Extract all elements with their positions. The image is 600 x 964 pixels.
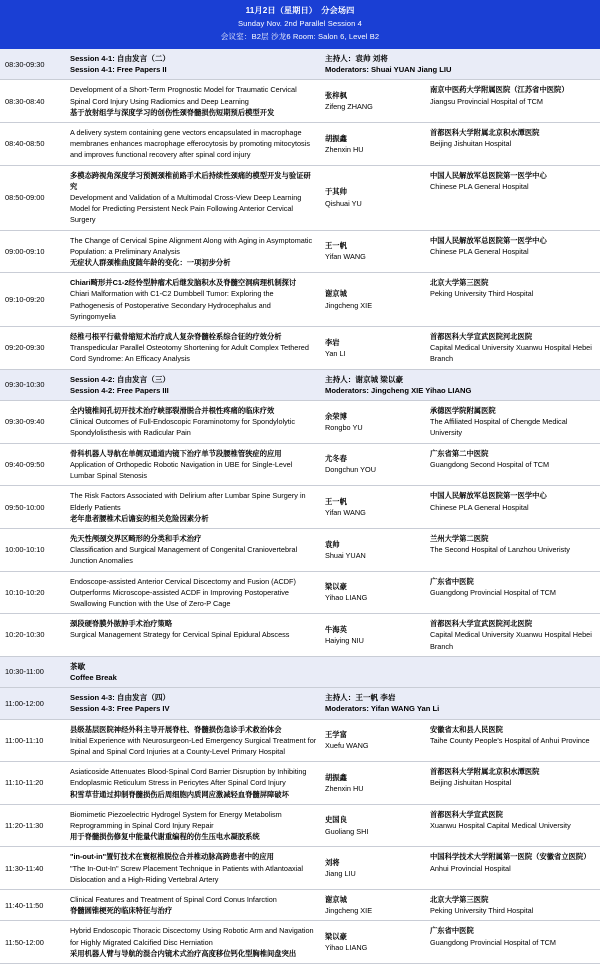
row-time: 11:50-12:00 [5,937,44,947]
row-title [70,925,325,959]
speaker-name-zh: 张梓枫 [325,91,347,100]
talk-title-zh: 采用机器人臂与导航的混合内镜术式治疗高度移位钙化型胸椎间盘突出 [70,948,297,958]
speaker-name-en: Xuefu WANG [325,741,369,751]
speaker-name-zh: 谢京城 [325,894,347,904]
speaker-name-en: Rongbo YU [325,422,363,432]
row-title [70,127,325,161]
session-title-en: Session 4-2: Free Papers III [70,385,169,395]
talk-title-en: Transpedicular Parallel Osteotomy Shortening for Adult Complex Tethered Cord Syndrome: An Efficacy Analysis [70,343,309,364]
talk-title-en: Chiari Malformation with C1-C2 Dumbbell Tumor: Exploring the Pathogenesis of Postoperative Secondary Hydrocephalus and Syringomyelia [70,289,274,321]
affiliation-en: Capital Medical University Xuanwu Hospital Hebei Branch [430,343,592,364]
speaker-name-zh: 牛海英 [325,624,347,634]
affiliation [430,331,600,365]
session-title-en: Session 4-1: Free Papers II [70,65,167,75]
talk-title-en: Clinical Features and Treatment of Spinal Cord Conus Infarction [70,894,277,904]
speaker-name-en: Jiang LIU [325,869,356,879]
affiliation [430,127,600,149]
row-time: 10:10-10:20 [5,587,45,597]
table-row [0,720,600,763]
affiliation-zh: 中国人民解放军总医院第一医学中心 [430,235,547,245]
table-row [0,529,600,572]
talk-title-en: Surgical Management Strategy for Cervical Spinal Epidural Abscess [70,630,290,640]
talk-title-en: Hybrid Endoscopic Thoracic Discectomy Using Robotic Arm and Navigation for Highly Migrated Calcified Disc Herniation [70,926,314,947]
row-title [70,374,325,396]
talk-title-en: Development of a Short-Term Prognostic Model for Traumatic Cervical Spinal Cord Injury Using Radiomics and Deep Learning [70,85,297,106]
header-date-en: Sunday Nov. 2nd Parallel Session 4 [238,19,362,28]
talk-title-en: Asiaticoside Attenuates Blood-Spinal Cord Barrier Disruption by Inhibiting Endoplasmic Reticulum Stress in Pericytes After Spinal Cord Injury [70,767,307,788]
header-date-zh: 11月2日（星期日） 分会场四 [245,6,355,15]
talk-title-en: Initial Experience with Neurosurgeon-Led Emergency Surgical Treatment for Spinal and Spinal Cord Injuries at a County-Level Primary Hospital [70,735,317,756]
talk-title-zh: 脊髓圆锥梗死的临床特征与治疗 [70,906,173,916]
speaker-name-en: Yihao LIANG [325,593,368,603]
affiliation [430,618,600,652]
row-time: 09:50-10:00 [5,502,45,512]
session-moderators [325,53,595,75]
affiliation [430,405,600,439]
affiliation-zh: 首都医科大学宣武医院河北医院 [430,619,533,629]
row-time: 09:00-09:10 [5,246,45,256]
speaker-name-zh: 刘将 [325,857,340,867]
row-title [70,235,325,269]
table-row [0,805,600,848]
speaker-name-en: Yihao LIANG [325,943,368,953]
talk-title-zh: 先天性颅颈交界区畸形的分类和手术治疗 [70,533,202,543]
affiliation [430,490,600,512]
talk-title-zh: 基于放射组学与深度学习的创伤性颈脊髓损伤短期预后模型开发 [70,107,275,117]
affiliation-zh: 广东省中医院 [430,926,474,936]
row-title [70,618,325,640]
talk-title-zh: 骨科机器人导航在单侧双通道内镜下治疗单节段腰椎管狭症的应用 [70,448,282,458]
speaker-name [325,894,430,916]
row-title [70,724,325,758]
speaker-name-en: Guoliang SHI [325,826,369,836]
speaker-name-zh: 史国良 [325,815,347,825]
affiliation-zh: 首都医科大学附属北京积水潭医院 [430,767,540,777]
row-title [70,277,325,322]
speaker-name [325,624,430,646]
header-room: 会议室：B2层 沙龙6 Room: Salon 6, Level B2 [220,32,380,41]
affiliation [430,851,600,873]
speaker-name [325,411,430,433]
row-title [70,661,325,683]
session-header-row [0,688,600,719]
session-title-zh: Session 4-2: 自由发言（三） [70,374,171,384]
row-time: 11:00-11:10 [5,735,44,745]
affiliation [430,448,600,470]
row-title [70,170,325,226]
talk-title-zh: 县级基层医院神经外科主导开展脊柱、脊髓损伤急诊手术救治体会 [70,724,282,734]
affiliation-zh: 中国人民解放军总医院第一医学中心 [430,170,547,180]
affiliation [430,84,600,106]
speaker-name-zh: 胡振鑫 [325,133,347,143]
row-time: 09:30-09:40 [5,417,45,427]
affiliation-zh: 北京大学第三医院 [430,894,489,904]
row-time: 09:20-09:30 [5,343,45,353]
row-time: 08:50-09:00 [5,193,45,203]
session-moderators [325,374,595,396]
row-title [70,490,325,524]
affiliation [430,235,600,257]
talk-title-en: Application of Orthopedic Robotic Navigation in UBE for Single-Level Lumbar Spinal Stenosis [70,459,293,481]
affiliation-en: Chinese PLA General Hospital [430,502,529,512]
speaker-name [325,496,430,518]
speaker-name [325,814,430,836]
affiliation-en: The Second Hospital of Lanzhou Univeristy [430,545,570,555]
table-row [0,231,600,274]
table-row [0,890,600,921]
row-time: 11:20-11:30 [5,821,44,831]
session-title-zh: Session 4-1: 自由发言（二） [70,54,171,63]
row-time: 11:40-11:50 [5,900,44,910]
table-row [0,572,600,615]
break-title-en: Coffee Break [70,672,117,682]
moderators-en: Moderators: Shuai YUAN Jiang LIU [325,65,452,75]
page-header [0,0,600,49]
affiliation [430,925,600,947]
speaker-name [325,539,430,561]
table-row [0,444,600,487]
schedule-rows [0,49,600,964]
speaker-name-en: Qishuai YU [325,198,362,208]
table-row [0,273,600,327]
row-title [70,894,325,916]
affiliation-zh: 首都医科大学附属北京积水潭医院 [430,128,540,138]
speaker-name-zh: 余荣博 [325,411,347,421]
affiliation-en: Xuanwu Hospital Capital Medical University [430,820,571,830]
row-time: 09:40-09:50 [5,459,45,469]
affiliation-zh: 安徽省太和县人民医院 [430,724,503,734]
session-title-zh: Session 4-3: 自由发言（四） [70,693,171,703]
affiliation [430,576,600,598]
affiliation-en: Capital Medical University Xuanwu Hospital Hebei Branch [430,630,592,651]
row-time: 11:30-11:40 [5,863,44,873]
row-title [70,692,325,714]
speaker-name [325,581,430,603]
affiliation [430,277,600,299]
speaker-name-zh: 袁帅 [325,539,340,549]
affiliation-en: Guangdong Provincial Hospital of TCM [430,937,557,947]
row-time: 09:10-09:20 [5,295,45,305]
speaker-name-zh: 李岩 [325,337,340,347]
speaker-name-en: Yifan WANG [325,508,366,518]
session-title-en: Session 4-3: Free Papers IV [70,704,170,714]
break-title-zh: 茶歇 [70,661,86,671]
speaker-name [325,772,430,794]
speaker-name [325,240,430,262]
table-row [0,847,600,890]
speaker-name [325,186,430,208]
session-moderators [325,692,595,714]
row-title [70,576,325,610]
speaker-name-en: Dongchun YOU [325,465,376,475]
affiliation [430,724,600,746]
affiliation-en: Taihe County People's Hospital of Anhui Province [430,735,590,745]
talk-title-zh: 全内镜椎间孔切开技术治疗峡部裂滑脱合并根性疼痛的临床疗效 [70,406,275,416]
row-title [70,809,325,843]
talk-title-en: Biomimetic Piezoelectric Hydrogel System for Energy Metabolism Reprogramming in Spinal Cord Injury Repair [70,809,282,830]
row-time: 08:40-08:50 [5,139,45,149]
affiliation-en: Chinese PLA General Hospital [430,181,529,191]
speaker-name-en: Haiying NIU [325,635,364,645]
row-time: 11:10-11:20 [5,778,44,788]
affiliation-zh: 广东省第二中医院 [430,448,489,458]
speaker-name-zh: 王学富 [325,730,347,740]
speaker-name-en: Zifeng ZHANG [325,102,373,112]
moderators-zh: 主持人：袁帅 刘将 [325,54,388,63]
speaker-name-en: Yifan WANG [325,252,366,262]
talk-title-zh: 无症状人群颈椎曲度随年龄的变化：一项初步分析 [70,258,231,268]
affiliation-zh: 首都医科大学宣武医院 [430,809,503,819]
speaker-name-en: Jingcheng XIE [325,906,373,916]
affiliation-en: Chinese PLA General Hospital [430,246,529,256]
talk-title-en: "The In-Out-In" Screw Placement Technique in Patients with Atlantoaxial Dislocation and a High-Riding Vertebral Artery [70,863,303,884]
speaker-name-zh: 谢京城 [325,289,347,299]
talk-title-en: Clinical Outcomes of Full-Endoscopic Foraminotomy for Spondylolytic Spondylolisthesis with Radicular Pain [70,417,296,438]
row-title [70,448,325,482]
affiliation-en: Guangdong Provincial Hospital of TCM [430,587,557,597]
speaker-name-zh: 于其帅 [325,187,347,197]
affiliation-zh: 首都医科大学宣武医院河北医院 [430,332,533,342]
affiliation-zh: 广东省中医院 [430,576,474,586]
row-time: 10:00-10:10 [5,545,45,555]
table-row [0,762,600,805]
speaker-name [325,931,430,953]
talk-title-en: A delivery system containing gene vectors encapsulated in macrophage membranes enhances macrophage efferocytosis by promoting mitocytosis and improves functional recovery after spinal cord injury [70,128,310,160]
affiliation-en: Anhui Provincial Hospital [430,863,511,873]
talk-title-zh: 经椎弓根平行截骨缩短术治疗成人复杂脊髓栓系综合征的疗效分析 [70,332,282,342]
affiliation [430,170,600,192]
break-row [0,657,600,688]
affiliation-en: Beijing Jishuitan Hospital [430,778,512,788]
moderators-en: Moderators: Yifan WANG Yan Li [325,704,440,714]
speaker-name-zh: 尤冬春 [325,454,347,464]
row-time: 10:30-11:00 [5,667,44,677]
affiliation-zh: 南京中医药大学附属医院（江苏省中医院） [430,85,569,95]
talk-title-en: The Risk Factors Associated with Delirium after Lumbar Spine Surgery in Elderly Patients [70,491,306,512]
affiliation-zh: 中国人民解放军总医院第一医学中心 [430,491,547,501]
row-time: 11:00-12:00 [5,698,44,708]
affiliation [430,533,600,555]
talk-title-en: Development and Validation of a Multimodal Cross-View Deep Learning Model for Predicting Persistent Neck Pain Following Anterior Cervical Surgery [70,193,302,225]
talk-title-zh: 颈段硬脊膜外脓肿手术治疗策略 [70,619,173,629]
affiliation-en: Jiangsu Provincial Hospital of TCM [430,96,544,106]
affiliation-zh: 北京大学第三医院 [430,278,489,288]
speaker-name-en: Jingcheng XIE [325,300,373,310]
talk-title-en: Classification and Surgical Management of Congenital Craniovertebral Junction Anomalies [70,545,298,566]
affiliation [430,894,600,916]
table-row [0,327,600,370]
speaker-name-zh: 王一帆 [325,496,347,506]
affiliation-zh: 承德医学院附属医院 [430,406,496,416]
talk-title-zh: 用于脊髓损伤修复中能量代谢重编程的仿生压电水凝胶系统 [70,832,260,842]
affiliation-en: Peking University Third Hospital [430,906,534,916]
moderators-zh: 主持人：王一帆 李岩 [325,693,396,703]
affiliation-en: Peking University Third Hospital [430,289,534,299]
row-title [70,766,325,800]
speaker-name [325,453,430,475]
session-header-row [0,370,600,401]
speaker-name [325,133,430,155]
affiliation-en: The Affiliated Hospital of Chengde Medical University [430,417,568,438]
row-title [70,53,325,75]
affiliation-en: Guangdong Second Hospital of TCM [430,459,550,469]
table-row [0,123,600,166]
speaker-name-en: Zhenxin HU [325,144,364,154]
talk-title-zh: Chiari畸形并C1-2经怜型肿瘤术后继发脑积水及脊髓空洞病理机制探讨 [70,278,297,288]
table-row [0,166,600,231]
table-row [0,921,600,964]
talk-title-zh: 积雪草苷通过抑制脊髓损伤后周细胞内质网应激减轻血脊髓屏障破坏 [70,789,289,799]
row-time: 08:30-09:30 [5,59,45,69]
moderators-zh: 主持人：谢京城 梁以豪 [325,374,404,384]
row-time: 10:20-10:30 [5,630,45,640]
speaker-name-zh: 梁以豪 [325,931,347,941]
row-title [70,331,325,365]
affiliation-zh: 兰州大学第二医院 [430,533,489,543]
session-header-row [0,49,600,80]
affiliation [430,766,600,788]
affiliation-zh: 中国科学技术大学附属第一医院（安徽省立医院） [430,852,591,862]
speaker-name [325,857,430,879]
speaker-name-zh: 梁以豪 [325,582,347,592]
row-time: 08:30-08:40 [5,96,45,106]
table-row [0,401,600,444]
row-title [70,84,325,118]
talk-title-en: Endoscope-assisted Anterior Cervical Discectomy and Fusion (ACDF) Outperforms Microscope-assisted ACDF in Improving Postoperative Swallowing Function with the Use of Zero-P Cage [70,576,296,608]
talk-title-en: The Change of Cervical Spine Alignment Along with Aging in Asymptomatic Population: a Preliminary Analysis [70,235,313,256]
speaker-name-zh: 胡振鑫 [325,772,347,782]
row-time: 09:30-10:30 [5,380,45,390]
row-title [70,405,325,439]
speaker-name-en: Shuai YUAN [325,550,366,560]
speaker-name-en: Zhenxin HU [325,783,364,793]
speaker-name-zh: 王一帆 [325,241,347,251]
talk-title-zh: 多模态跨视角深度学习预测颈椎前路手术后持续性颈痛的模型开发与验证研究 [70,170,311,191]
affiliation-en: Beijing Jishuitan Hospital [430,139,512,149]
table-row [0,486,600,529]
table-row [0,80,600,123]
moderators-en: Moderators: Jingcheng XIE Yihao LIANG [325,385,472,395]
speaker-name [325,729,430,751]
speaker-name-en: Yan LI [325,348,346,358]
affiliation [430,809,600,831]
talk-title-zh: 老年患者腰椎术后谵妄的相关危险因素分析 [70,513,209,523]
talk-title-zh: "in-out-in"置钉技术在寰枢椎脱位合并椎动脉高跨患者中的应用 [70,852,274,862]
row-title [70,533,325,567]
speaker-name [325,90,430,112]
table-row [0,614,600,657]
row-title [70,851,325,885]
speaker-name [325,337,430,359]
speaker-name [325,288,430,310]
